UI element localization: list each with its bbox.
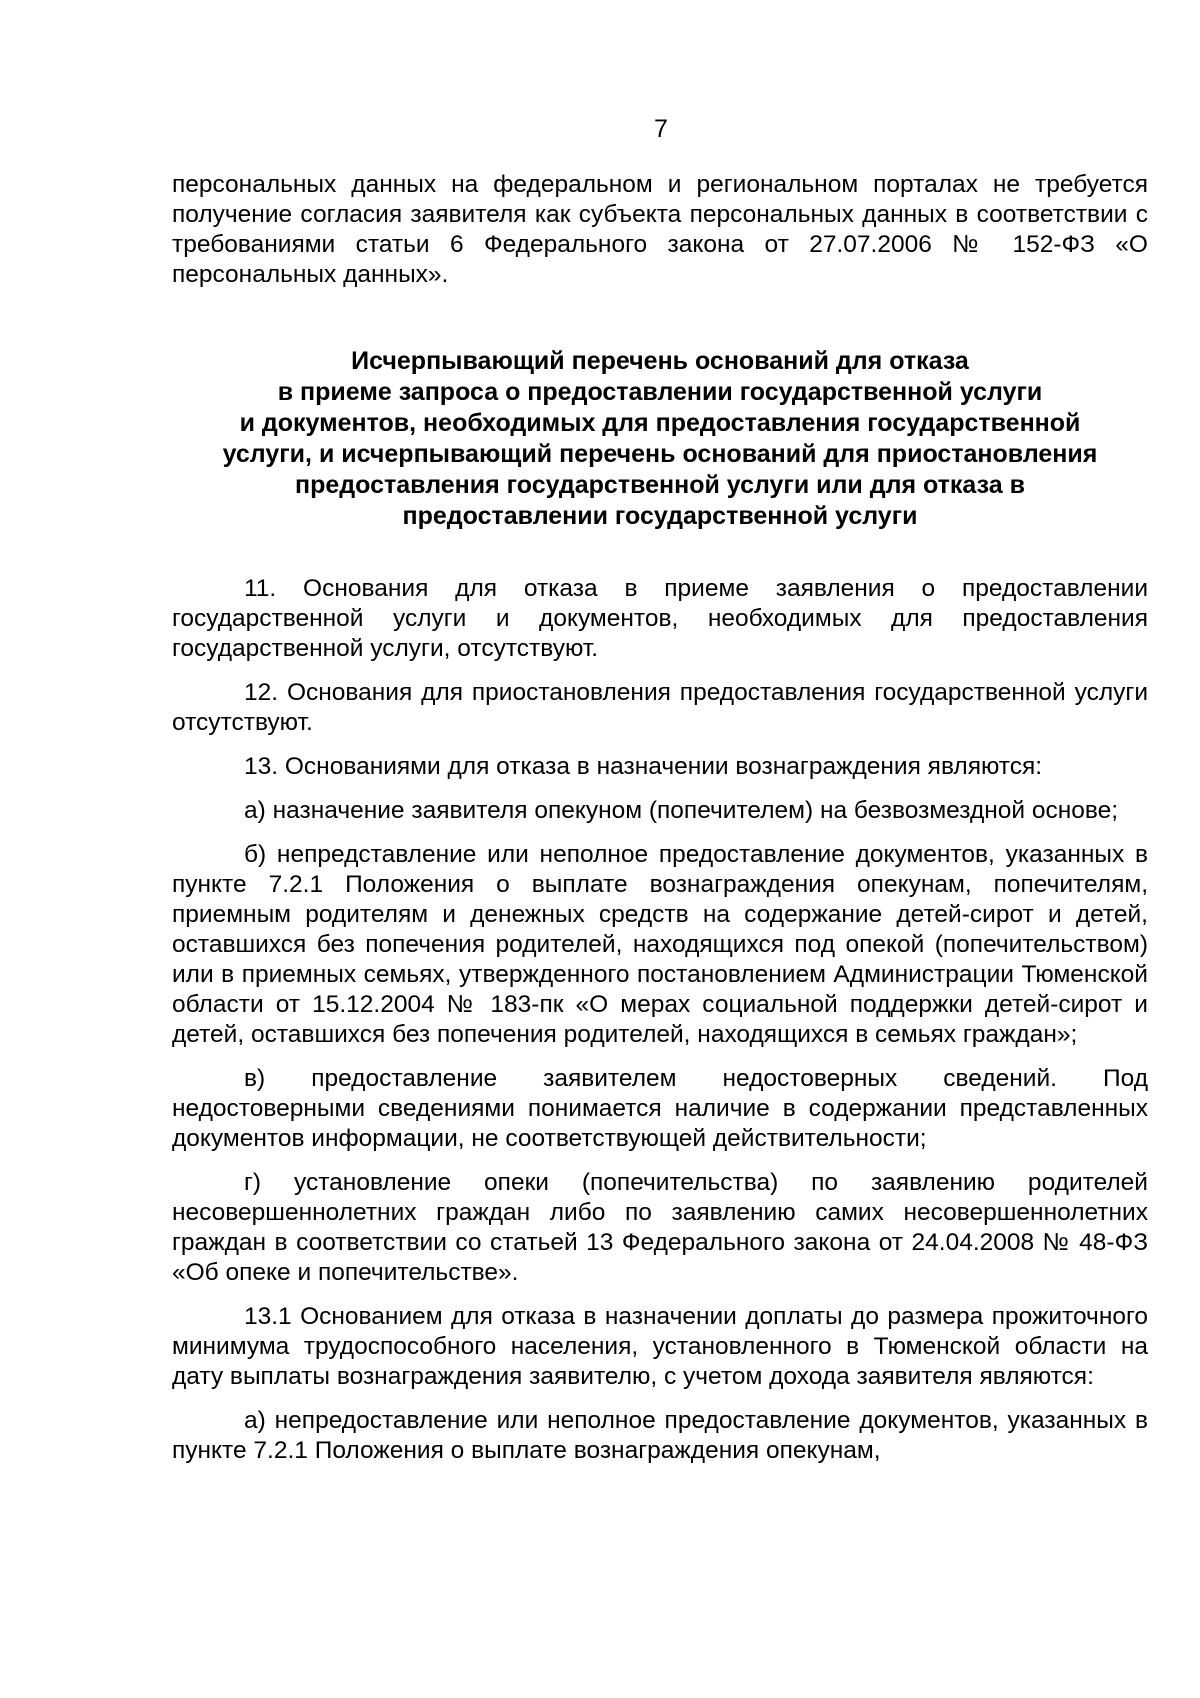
section-heading-line: Исчерпывающий перечень оснований для отказа — [351, 347, 969, 375]
document-body — [172, 170, 1148, 1466]
section-heading-line: предоставлении государственной услуги — [402, 502, 918, 530]
paragraph-12: 12. Основания для приостановления предоставления государственной услуги отсутствуют. — [172, 679, 1148, 736]
paragraph-13-1-a: а) непредоставление или неполное предоставление документов, указанных в пункте 7.2.1 Положения о выплате вознаграждения опекунам, — [172, 1407, 1148, 1464]
section-heading — [172, 346, 1148, 532]
section-heading-line: услуги, и исчерпывающий перечень оснований для приостановления — [222, 440, 1098, 468]
intro-paragraph: персональных данных на федеральном и региональном порталах не требуется получение согласия заявителя как субъекта персональных данных в соответствии с требованиями статьи 6 Федерального закона от 27.07.2006 № 152-ФЗ «О персональных данных». — [172, 171, 1148, 288]
paragraph-13-b: б) непредставление или неполное предоставление документов, указанных в пункте 7.2.1 Положения о выплате вознаграждения опекунам, попечителям, приемным родителям и денежных средств на содержание детей-сирот и детей, оставшихся без попечения родителей, находящихся под опекой (попечительством) или в приемных семьях, утвержденного постановлением Администрации Тюменской области от 15.12.2004 № 183-пк «О мерах социальной поддержки детей-сирот и детей, оставшихся без попечения родителей, находящихся в семьях граждан»; — [172, 841, 1148, 1048]
page-number: 7 — [654, 115, 668, 143]
paragraph-13-a: а) назначение заявителя опекуном (попечителем) на безвозмездной основе; — [244, 797, 1119, 824]
section-heading-line: и документов, необходимых для предоставления государственной — [239, 409, 1081, 437]
section-heading-line: предоставления государственной услуги или для отказа в — [295, 471, 1025, 499]
paragraph-13-1: 13.1 Основанием для отказа в назначении доплаты до размера прожиточного минимума трудоспособного населения, установленного в Тюменской области на дату выплаты вознаграждения заявителю, с учетом дохода заявителя являются: — [172, 1303, 1148, 1390]
section-heading-line: в приеме запроса о предоставлении государственной услуги — [277, 378, 1043, 406]
paragraph-13: 13. Основаниями для отказа в назначении вознаграждения являются: — [244, 753, 1043, 780]
paragraph-13-g: г) установление опеки (попечительства) по заявлению родителей несовершеннолетних граждан либо по заявлению самих несовершеннолетних граждан в соответствии со статьей 13 Федерального закона от 24.04.2008 № 48-ФЗ «Об опеке и попечительстве». — [172, 1169, 1148, 1286]
paragraph-13-v: в) предоставление заявителем недостоверных сведений. Под недостоверными сведениями понимается наличие в содержании представленных документов информации, не соответствующей действительности; — [172, 1065, 1148, 1152]
paragraph-11: 11. Основания для отказа в приеме заявления о предоставлении государственной услуги и документов, необходимых для предоставления государственной услуги, отсутствуют. — [172, 575, 1148, 662]
